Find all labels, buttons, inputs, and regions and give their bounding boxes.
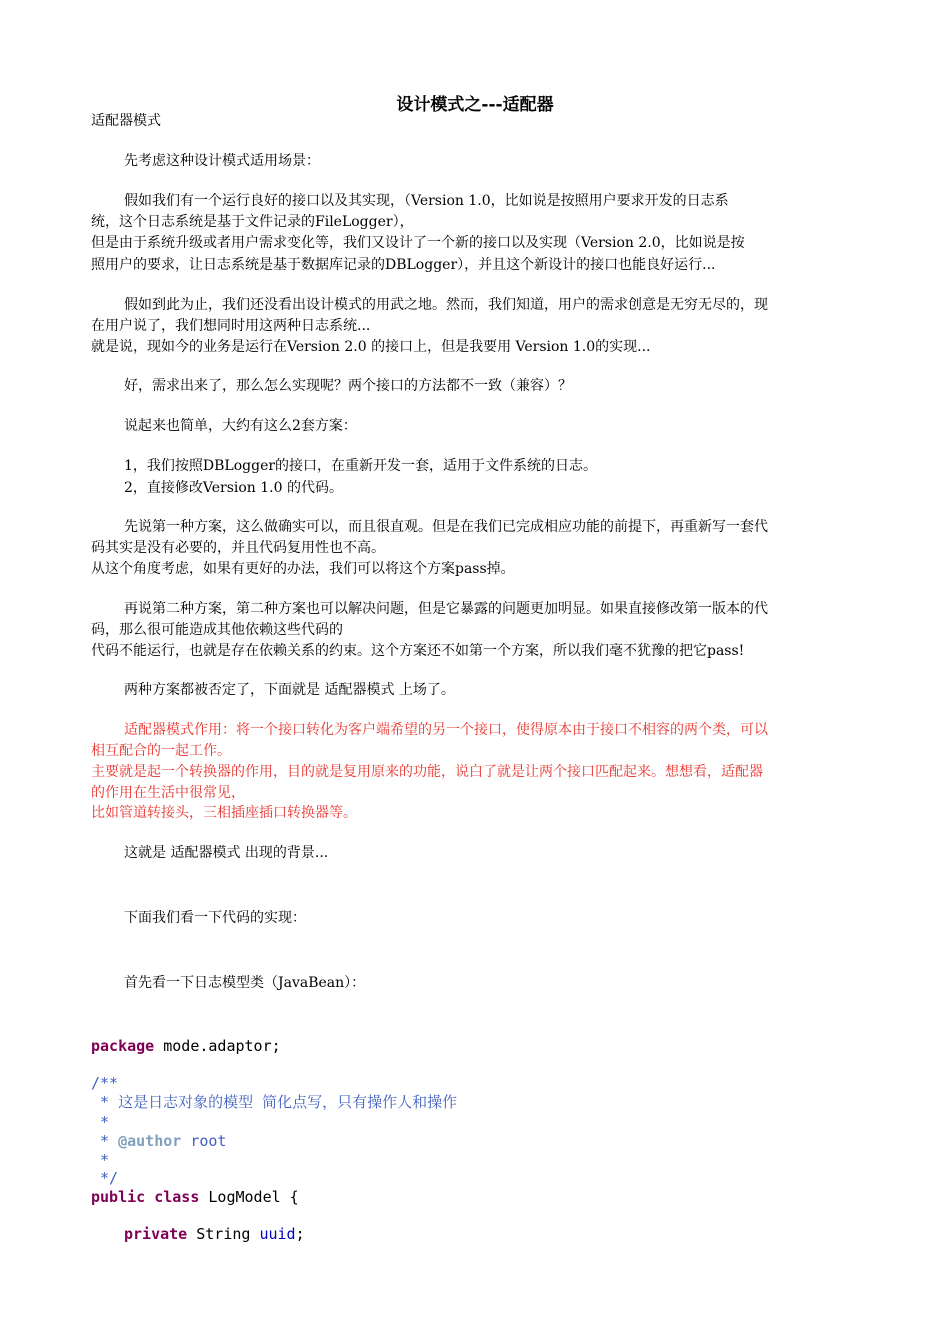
code-field-name: uuid xyxy=(259,1225,296,1243)
code-comment-line: * xyxy=(91,1151,110,1169)
paragraph-line: 从这个角度考虑，如果有更好的办法，我们可以将这个方案pass掉。 xyxy=(91,561,515,577)
paragraph-line: 首先看一下日志模型类（JavaBean）： xyxy=(124,975,366,991)
highlight-line: 适配器模式作用：将一个接口转化为客户端希望的另一个接口，使得原本由于接口不相容的两个类，可以 xyxy=(124,722,768,738)
code-text: ; xyxy=(295,1225,305,1243)
code-comment-text: root xyxy=(181,1132,227,1150)
paragraph-line: 说起来也简单，大约有这么2套方案： xyxy=(124,418,357,434)
paragraph-line: 码其实是没有必要的，并且代码复用性也不高。 xyxy=(91,540,385,556)
paragraph-line: 这就是 适配器模式 出现的背景... xyxy=(124,845,329,861)
paragraph-line: 先考虑这种设计模式适用场景： xyxy=(124,153,320,169)
paragraph-line: 但是由于系统升级或者用户需求变化等，我们又设计了一个新的接口以及实现（Version 2.0，比如说是按 xyxy=(91,235,745,251)
paragraph-line: 下面我们看一下代码的实现： xyxy=(124,910,306,926)
list-item: 1，我们按照DBLogger的接口，在重新开发一套，适用于文件系统的日志。 xyxy=(124,458,598,474)
highlight-line: 相互配合的一起工作。 xyxy=(91,743,231,759)
code-comment-text: * xyxy=(91,1132,119,1150)
code-comment-line: * 这是日志对象的模型 简化点写，只有操作人和操作 xyxy=(91,1093,458,1111)
paragraph-line: 好，需求出来了，那么怎么实现呢？两个接口的方法都不一致（兼容）？ xyxy=(124,378,572,394)
code-keyword: class xyxy=(154,1188,200,1206)
code-text: String xyxy=(187,1225,260,1243)
paragraph-line: 照用户的要求，让日志系统是基于数据库记录的DBLogger），并且这个新设计的接口也能良好运行... xyxy=(91,257,716,273)
paragraph-line: 假如我们有一个运行良好的接口以及其实现，（Version 1.0，比如说是按照用户要求开发的日志系 xyxy=(124,193,729,209)
code-text: mode.adaptor; xyxy=(154,1037,281,1055)
highlight-line: 比如管道转接头，三相插座插口转换器等。 xyxy=(91,805,357,821)
highlight-line: 主要就是起一个转换器的作用，目的就是复用原来的功能，说白了就是让两个接口匹配起来。想想看，适配器 xyxy=(91,764,763,780)
paragraph-line: 假如到此为止，我们还没看出设计模式的用武之地。然而，我们知道，用户的需求创意是无穷无尽的，现 xyxy=(124,297,768,313)
code-comment-line xyxy=(91,1131,226,1151)
javadoc-tag: @author xyxy=(118,1132,182,1150)
code-keyword: package xyxy=(91,1037,155,1055)
paragraph-line: 两种方案都被否定了，下面就是 适配器模式 上场了。 xyxy=(124,682,455,698)
subtitle: 适配器模式 xyxy=(91,113,161,129)
paragraph-line: 就是说，现如今的业务是运行在Version 2.0 的接口上，但是我要用 Version 1.0的实现... xyxy=(91,339,651,355)
code-line-package xyxy=(91,1036,281,1056)
paragraph-line: 再说第二种方案，第二种方案也可以解决问题，但是它暴露的问题更加明显。如果直接修改第一版本的代 xyxy=(124,601,768,617)
code-comment-line: * xyxy=(91,1113,110,1131)
code-line-class xyxy=(91,1187,299,1207)
document-title: 设计模式之---适配器 xyxy=(396,95,554,115)
code-line-field xyxy=(124,1224,305,1244)
paragraph-line: 码，那么很可能造成其他依赖这些代码的 xyxy=(91,622,343,638)
list-item: 2，直接修改Version 1.0 的代码。 xyxy=(124,480,343,496)
code-comment-line: /** xyxy=(91,1074,119,1092)
highlight-line: 的作用在生活中很常见， xyxy=(91,785,245,801)
code-comment-line: */ xyxy=(91,1169,119,1187)
code-keyword: private xyxy=(124,1225,188,1243)
code-text: LogModel { xyxy=(199,1188,299,1206)
paragraph-line: 代码不能运行，也就是存在依赖关系的约束。这个方案还不如第一个方案，所以我们毫不犹豫的把它pass! xyxy=(91,643,745,659)
paragraph-line: 统，这个日志系统是基于文件记录的FileLogger）， xyxy=(91,214,414,230)
code-keyword: public xyxy=(91,1188,146,1206)
paragraph-line: 在用户说了，我们想同时用这两种日志系统... xyxy=(91,318,371,334)
paragraph-line: 先说第一种方案，这么做确实可以，而且很直观。但是在我们已完成相应功能的前提下，再重新写一套代 xyxy=(124,519,768,535)
